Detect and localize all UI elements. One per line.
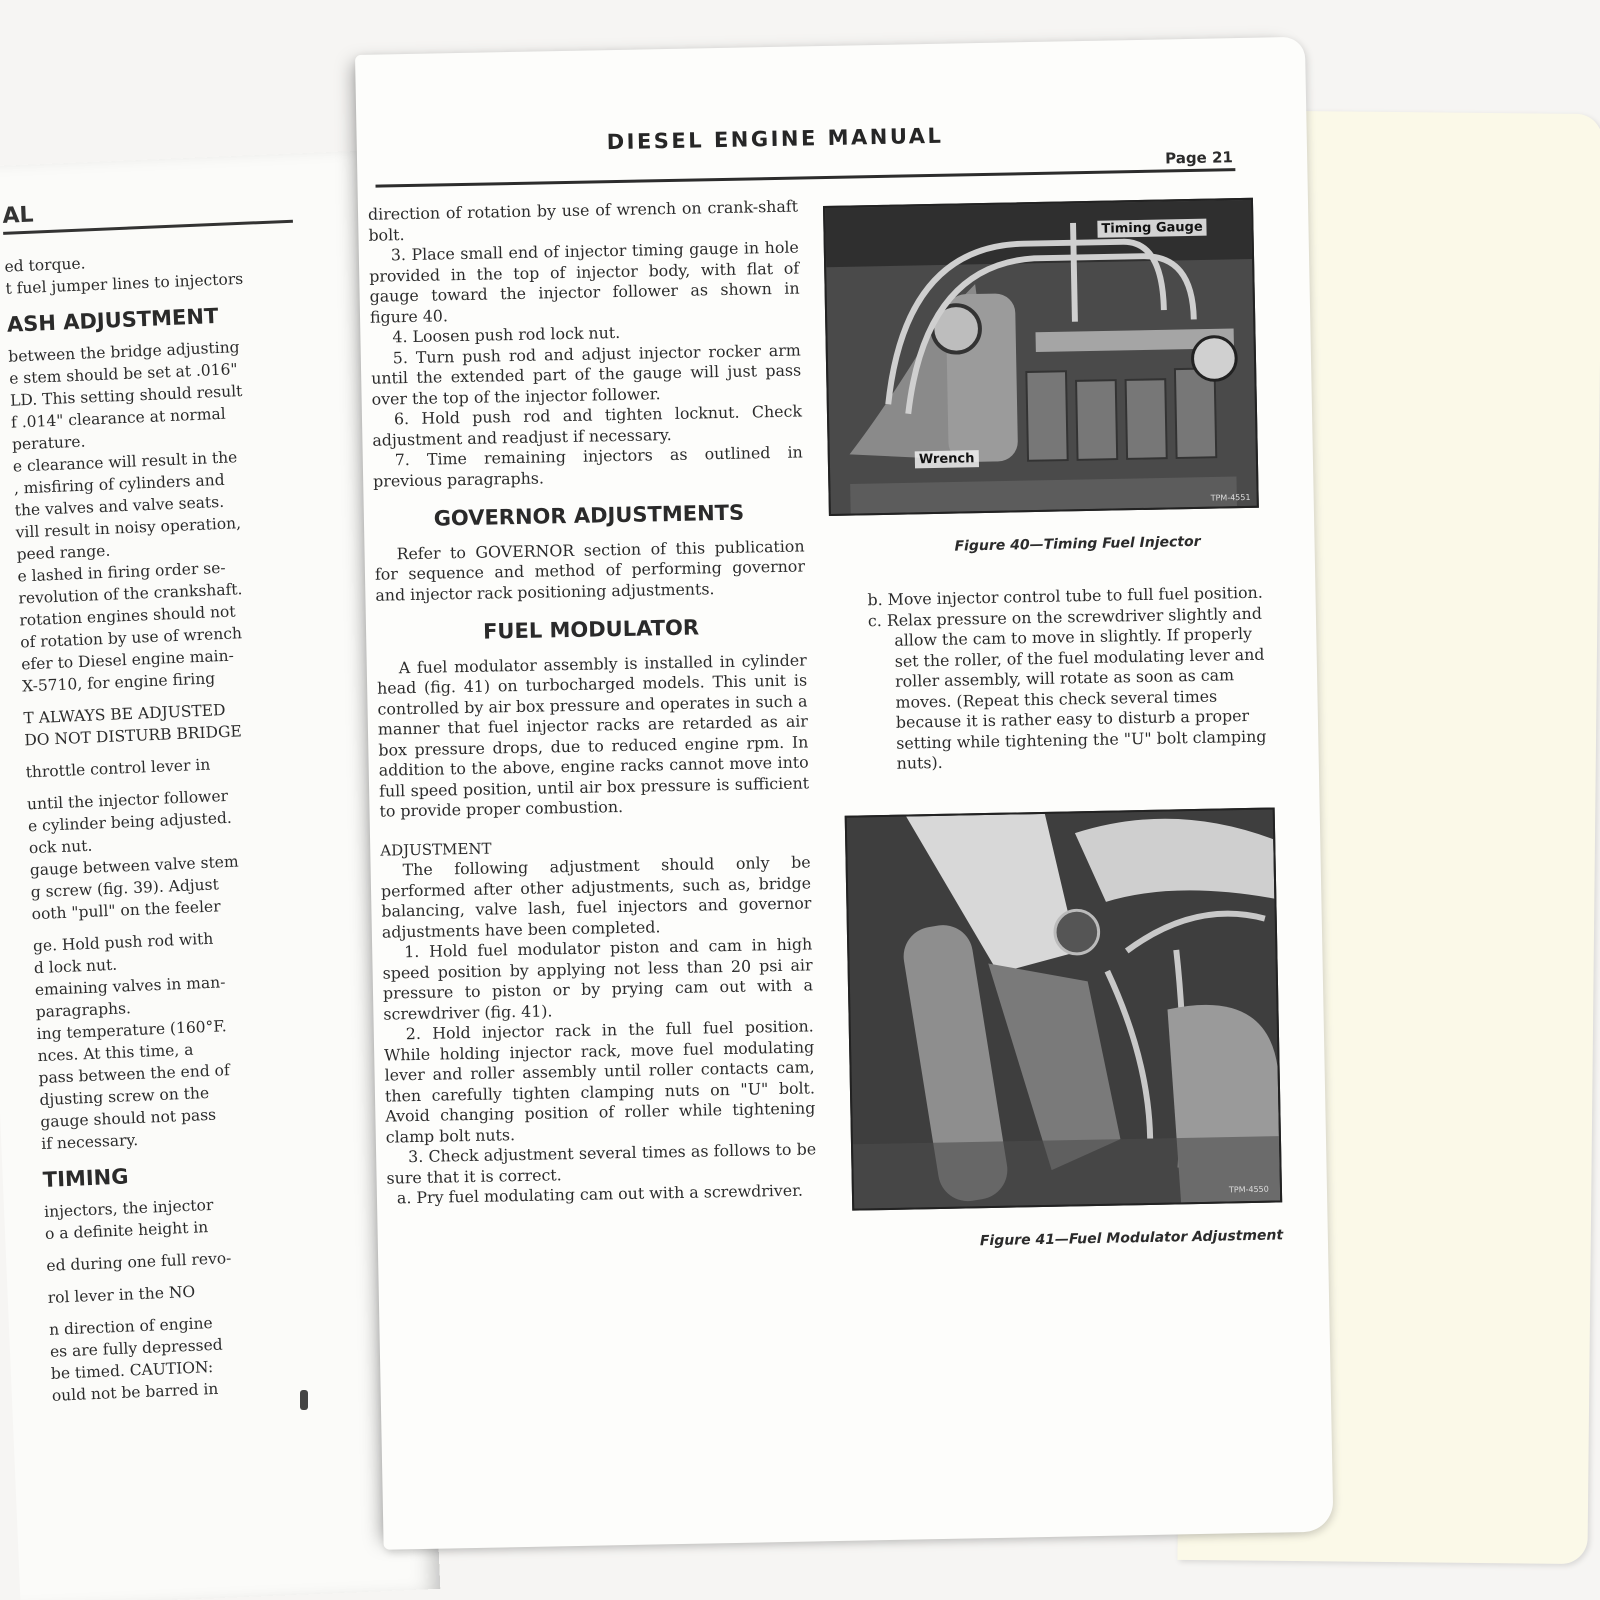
step-4: 4. Loosen push rod lock nut. bbox=[392, 322, 621, 347]
figure-41-code: TPM-4550 bbox=[1228, 1184, 1269, 1195]
left-line: X-5710, for engine firing bbox=[21, 669, 216, 696]
left-line: DO NOT DISTURB BRIDGE bbox=[24, 722, 243, 750]
left-line: e clearance will result in the bbox=[12, 448, 238, 476]
step-6: 6. Hold push rod and tighten locknut. Check adjustment and readjust if necessary. bbox=[372, 401, 803, 450]
left-heading-lash: ASH ADJUSTMENT bbox=[6, 303, 219, 337]
left-line: vill result in noisy operation, bbox=[15, 514, 242, 542]
left-line: es are fully depressed bbox=[49, 1335, 223, 1361]
left-page-header: AL bbox=[1, 202, 34, 229]
timing-gauge-label: Timing Gauge bbox=[1097, 219, 1207, 238]
adjustment-step-b: b. Move injector control tube to full fuel position. bbox=[867, 582, 1263, 610]
engine-photo-illustration bbox=[825, 200, 1257, 514]
left-line: pass between the end of bbox=[38, 1061, 231, 1088]
binding-hole-mark bbox=[300, 1390, 308, 1410]
left-line: revolution of the crankshaft. bbox=[18, 580, 243, 608]
right-column-text bbox=[865, 583, 1268, 775]
step-7: 7. Time remaining injectors as outlined in previous paragraphs. bbox=[372, 442, 803, 491]
adjustment-step-c: c. Relax pressure on the screwdriver slightly and allow the cam to move in slightly. If properly set the roller, of the fuel modulating lever and roller assembly, will rotate as soon as cam moves. (Repeat this check several times because it is rather easy to disturb a proper setting while tightening the "U" bolt clamping nuts). bbox=[867, 603, 1267, 773]
governor-heading: GOVERNOR ADJUSTMENTS bbox=[433, 500, 745, 531]
left-line: emaining valves in man- bbox=[34, 973, 226, 1000]
step-5: 5. Turn push rod and adjust injector rocker arm until the extended part of the gauge will just pass over the top of the injector follower. bbox=[371, 339, 802, 409]
left-line: ooth "pull" on the feeler bbox=[31, 897, 221, 924]
left-line: until the injector follower bbox=[26, 786, 229, 814]
page-title: DIESEL ENGINE MANUAL bbox=[606, 123, 944, 155]
left-heading-timing: TIMING bbox=[42, 1164, 129, 1193]
left-line: n direction of engine bbox=[48, 1314, 214, 1339]
left-line: e lashed in firing order se- bbox=[17, 558, 226, 586]
left-line: , misfiring of cylinders and bbox=[13, 470, 225, 498]
header-rule bbox=[375, 168, 1235, 188]
left-line: LD. This setting should result bbox=[9, 381, 243, 410]
left-line: between the bridge adjusting bbox=[7, 338, 240, 366]
page-number: Page 21 bbox=[1164, 148, 1234, 168]
left-line: ould not be barred in bbox=[51, 1379, 219, 1405]
step-3: 3. Place small end of injector timing gauge in hole provided in the top of injector body, with flat of gauge toward the injector follower as shown in figure 40. bbox=[369, 237, 800, 327]
figure-40-caption: Figure 40—Timing Fuel Injector bbox=[954, 533, 1201, 555]
left-line: perature. bbox=[11, 432, 86, 454]
left-line: ed during one full revo- bbox=[46, 1249, 232, 1275]
left-line: throttle control lever in bbox=[25, 755, 211, 782]
left-column bbox=[368, 197, 817, 1210]
modulator-photo-illustration bbox=[847, 810, 1280, 1209]
right-page bbox=[355, 37, 1334, 1550]
left-line: peed range. bbox=[16, 541, 111, 564]
adjustment-step-a: a. Pry fuel modulating cam out with a screwdriver. bbox=[396, 1180, 804, 1208]
left-line: T ALWAYS BE ADJUSTED bbox=[23, 700, 226, 728]
left-line: be timed. CAUTION: bbox=[50, 1358, 214, 1383]
left-line: ing temperature (160°F. bbox=[36, 1017, 227, 1044]
left-line: rotation engines should not bbox=[19, 602, 236, 630]
left-line: ed torque. bbox=[4, 254, 86, 276]
left-line: of rotation by use of wrench bbox=[19, 624, 243, 652]
adjustment-step-2: 2. Hold injector rack in the full fuel position. While holding injector rack, move fuel modulating lever and roller assembly until roller contacts cam, then carefully tighten clamping nuts on "U" bolt. Avoid changing position of roller while tightening clamp bolt nuts. bbox=[384, 1016, 816, 1147]
left-line: rol lever in the NO bbox=[47, 1282, 196, 1307]
adjustment-intro: The following adjustment should only be performed after other adjustments, such as, bridge balancing, valve lash, fuel injectors and governor adjustments have been completed. bbox=[380, 852, 812, 942]
left-line: nces. At this time, a bbox=[37, 1040, 194, 1066]
left-page-column bbox=[4, 243, 352, 1407]
left-line: djusting screw on the bbox=[39, 1083, 210, 1110]
left-line: d lock nut. bbox=[33, 955, 118, 978]
adjustment-subhead: ADJUSTMENT bbox=[380, 839, 492, 860]
wrench-label: Wrench bbox=[915, 450, 979, 468]
left-line: e cylinder being adjusted. bbox=[27, 808, 233, 836]
left-line: e stem should be set at .016" bbox=[8, 360, 238, 388]
left-line: if necessary. bbox=[40, 1131, 139, 1154]
left-line: paragraphs. bbox=[35, 999, 132, 1022]
adjustment-step-1: 1. Hold fuel modulator piston and cam in high speed position by applying not less than 20 psi air pressure to piston or by prying cam out with a screwdriver (fig. 41). bbox=[382, 934, 814, 1024]
left-line: injectors, the injector bbox=[43, 1195, 214, 1221]
figure-41-photo bbox=[845, 807, 1283, 1210]
modulator-body: A fuel modulator assembly is installed in cylinder head (fig. 41) on turbocharged models. This unit is controlled by air box pressure and operates in such a manner that fuel injector racks are retarded as air box pressure drops, due to reduced engine rpm. In addition to the above, engine racks cannot move into full speed position, until air box pressure is sufficient to provide proper combustion. bbox=[376, 649, 810, 821]
figure-41-caption: Figure 41—Fuel Modulator Adjustment bbox=[979, 1227, 1284, 1250]
figure-40-code: TPM-4551 bbox=[1210, 492, 1251, 503]
left-bottom-lines bbox=[44, 1188, 352, 1406]
left-line: o a definite height in bbox=[44, 1218, 209, 1243]
governor-body: Refer to GOVERNOR section of this publication for sequence and method of performing governor and injector rack positioning adjustments. bbox=[374, 535, 806, 605]
left-line: ock nut. bbox=[28, 836, 93, 858]
left-header-rule bbox=[3, 220, 293, 235]
left-line: efer to Diesel engine main- bbox=[20, 646, 235, 674]
left-line: gauge between valve stem bbox=[29, 852, 239, 880]
left-line: t fuel jumper lines to injectors bbox=[5, 269, 244, 298]
figure-40-photo bbox=[823, 198, 1259, 516]
left-line: the valves and valve seats. bbox=[14, 492, 225, 520]
left-mid-lines bbox=[8, 333, 342, 1155]
intro-para: direction of rotation by use of wrench on crank-shaft bolt. bbox=[367, 196, 799, 245]
adjustment-step-3: 3. Check adjustment several times as follows to be sure that it is correct. bbox=[386, 1139, 817, 1188]
left-line: gauge should not pass bbox=[40, 1105, 217, 1132]
left-line: ge. Hold push rod with bbox=[32, 929, 214, 956]
left-line: g screw (fig. 39). Adjust bbox=[30, 875, 220, 902]
modulator-heading: FUEL MODULATOR bbox=[482, 615, 700, 644]
left-line: f .014" clearance at normal bbox=[10, 404, 227, 432]
